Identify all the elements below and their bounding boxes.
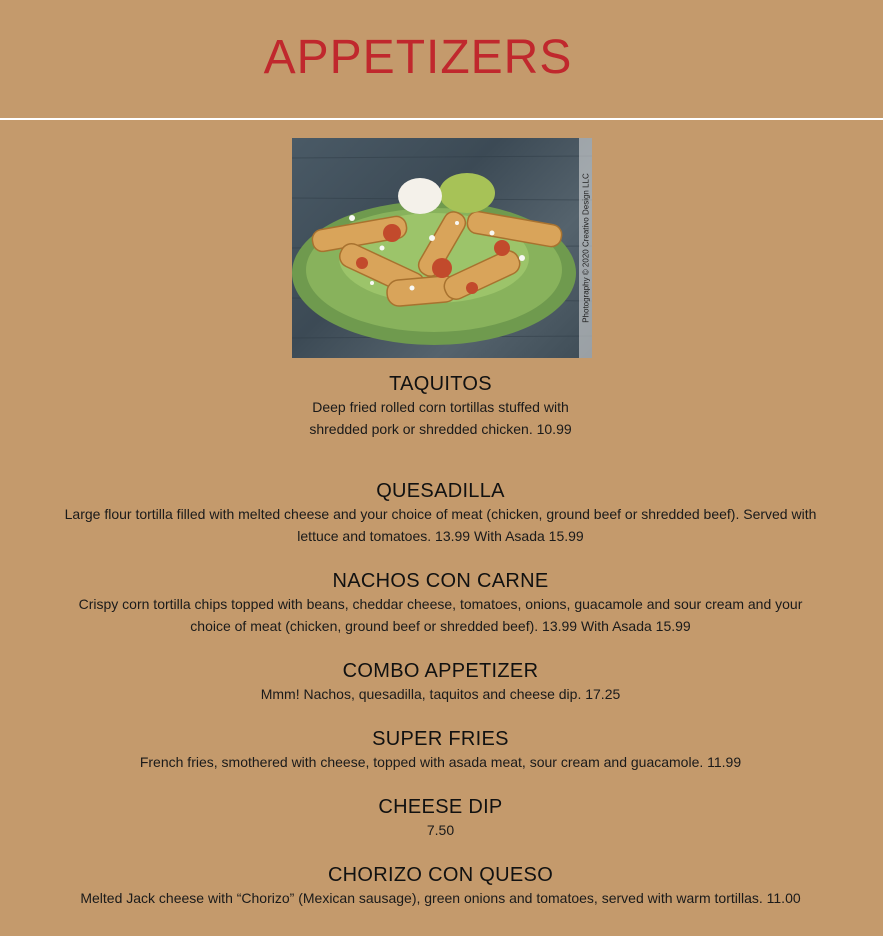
taquitos-plate-image xyxy=(292,138,592,358)
item-name: QUESADILLA xyxy=(376,480,505,502)
photo-credit xyxy=(579,138,592,358)
menu-item-nachos-con-carne xyxy=(60,569,821,637)
item-name: CHEESE DIP xyxy=(378,796,503,818)
taquitos-photo xyxy=(292,138,592,358)
menu-item-super-fries xyxy=(60,727,821,773)
item-name: CHORIZO CON QUESO xyxy=(327,864,554,886)
photo-credit-text: Photography © 2020 Creativo Design LLC xyxy=(581,173,590,323)
menu-item-chorizo-con-queso xyxy=(60,863,821,909)
item-name: COMBO APPETIZER xyxy=(342,660,539,682)
header-divider xyxy=(0,118,883,120)
menu-item-taquitos xyxy=(60,372,821,440)
item-description: French fries, smothered with cheese, topped with asada meat, sour cream and guacamole. 11.99 xyxy=(139,754,742,770)
item-description: Mmm! Nachos, quesadilla, taquitos and cheese dip. 17.25 xyxy=(260,686,621,702)
item-name: NACHOS CON CARNE xyxy=(332,570,549,592)
item-description: Deep fried rolled corn tortillas stuffed with shredded pork or shredded chicken. 10.99 xyxy=(309,399,572,437)
item-description: Large flour tortilla filled with melted cheese and your choice of meat (chicken, ground beef or shredded beef). Served with lettuce and tomatoes. 13.99 With Asada 15.99 xyxy=(64,506,817,544)
item-description: 7.50 xyxy=(426,822,455,838)
item-name: SUPER FRIES xyxy=(372,728,509,750)
menu-item-cheese-dip xyxy=(60,795,821,841)
item-description: Crispy corn tortilla chips topped with beans, cheddar cheese, tomatoes, onions, guacamole and sour cream and your choice of meat (chicken, ground beef or shredded beef). 13.99 With Asada 15.99 xyxy=(78,596,803,634)
item-name: TAQUITOS xyxy=(389,373,492,395)
menu-item-combo-appetizer xyxy=(60,659,821,705)
item-description: Melted Jack cheese with “Chorizo” (Mexican sausage), green onions and tomatoes, served with warm tortillas. 11.00 xyxy=(80,890,801,906)
page-title: APPETIZERS xyxy=(263,31,573,84)
appetizer-menu xyxy=(60,372,821,909)
menu-item-quesadilla xyxy=(60,479,821,547)
page-header xyxy=(0,0,883,118)
